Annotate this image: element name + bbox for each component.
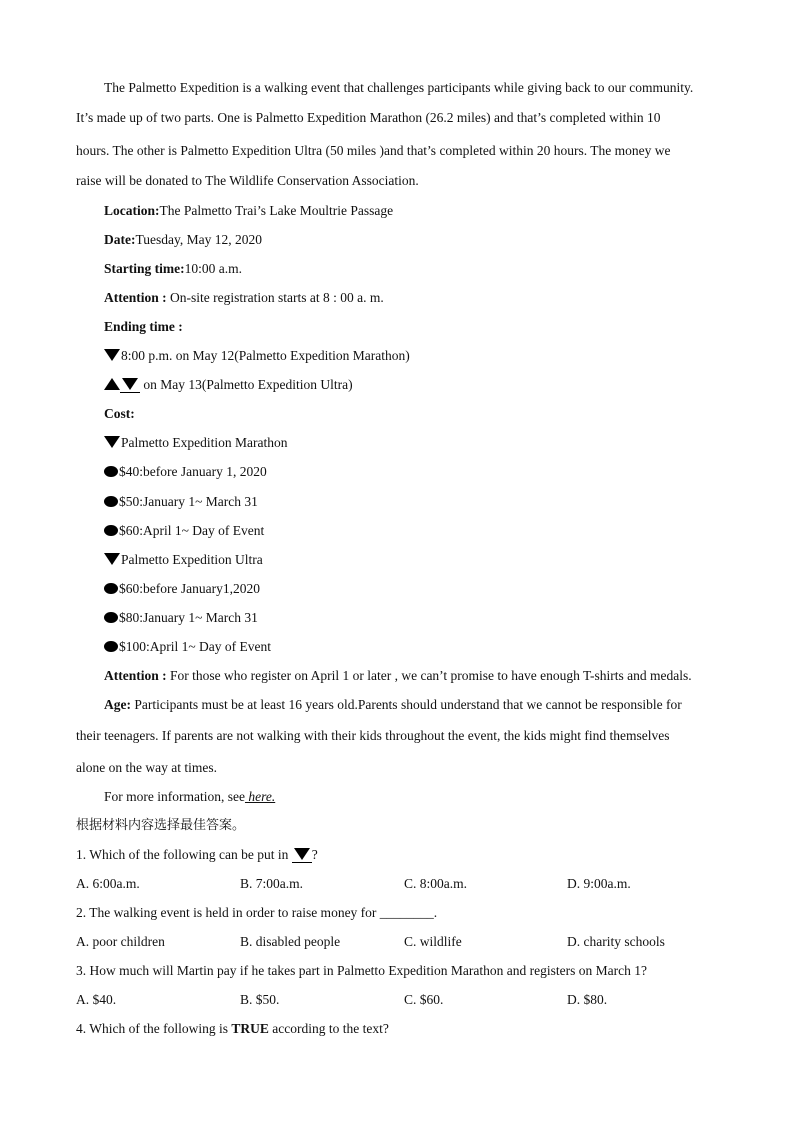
- attention-value-1: On-site registration starts at 8 : 00 a. m.: [170, 290, 384, 305]
- option-a[interactable]: A. poor children: [76, 934, 165, 949]
- age-label: Age:: [104, 697, 135, 712]
- blank-triangle-icon: [292, 848, 312, 863]
- age-line-3: alone on the way at times.: [76, 760, 217, 775]
- option-a[interactable]: A. $40.: [76, 992, 117, 1007]
- price-item: $80:January 1~ March 31: [104, 609, 258, 627]
- bullet-dot-icon: [104, 525, 118, 536]
- option-b[interactable]: B. 7:00a.m.: [240, 876, 303, 891]
- attention-value-2: For those who register on April 1 or later , we can’t promise to have enough T-shirts and medals.: [170, 668, 692, 683]
- here-link[interactable]: here.: [244, 789, 276, 804]
- start-value: 10:00 a.m.: [184, 261, 242, 276]
- option-d[interactable]: D. $80.: [567, 992, 608, 1007]
- date-line: [104, 231, 262, 249]
- location-line: [104, 202, 393, 220]
- question-4: 4. Which of the following is TRUE according to the text?: [76, 1021, 389, 1036]
- question-3: 3. How much will Martin pay if he takes part in Palmetto Expedition Marathon and registers on March 1?: [76, 963, 647, 978]
- price-item: $40:before January 1, 2020: [104, 463, 267, 481]
- triangle-up-icon: [104, 378, 120, 390]
- option-c[interactable]: C. wildlife: [404, 934, 462, 949]
- ending-label: Ending time :: [104, 319, 183, 334]
- price-item: $100:April 1~ Day of Event: [104, 638, 271, 656]
- cost-label: Cost:: [104, 406, 135, 421]
- attention-line-2: [104, 667, 692, 685]
- option-c[interactable]: C. 8:00a.m.: [404, 876, 467, 891]
- start-line: [104, 260, 242, 278]
- ending-ultra-line: [104, 376, 353, 394]
- intro-line-2: It’s made up of two parts. One is Palmetto Expedition Marathon (26.2 miles) and that’s completed within 10: [76, 110, 661, 125]
- bullet-dot-icon: [104, 466, 118, 477]
- date-label: Date:: [104, 232, 136, 247]
- attention-line-1: [104, 289, 384, 307]
- attention-label-1: Attention :: [104, 290, 170, 305]
- bullet-dot-icon: [104, 641, 118, 652]
- ending-ultra-text: on May 13(Palmetto Expedition Ultra): [140, 377, 353, 392]
- ending-marathon-text: 8:00 p.m. on May 12(Palmetto Expedition Marathon): [121, 348, 410, 363]
- intro-line-4: raise will be donated to The Wildlife Conservation Association.: [76, 173, 419, 188]
- bullet-dot-icon: [104, 496, 118, 507]
- instruction: 根据材料内容选择最佳答案。: [76, 818, 246, 833]
- age-line-2: their teenagers. If parents are not walking with their kids throughout the event, the kids might find themselves: [76, 728, 670, 743]
- cost-ultra-heading: Palmetto Expedition Ultra: [104, 551, 263, 569]
- location-value: The Palmetto Trai’s Lake Moultrie Passage: [159, 203, 394, 218]
- start-label: Starting time:: [104, 261, 185, 276]
- age-line-1: Age: Participants must be at least 16 years old.Parents should understand that we cannot be responsible for: [104, 697, 682, 712]
- option-a[interactable]: A. 6:00a.m.: [76, 876, 140, 891]
- triangle-down-icon: [104, 349, 120, 361]
- price-item: $60:before January1,2020: [104, 580, 260, 598]
- price-item: $60:April 1~ Day of Event: [104, 522, 264, 540]
- option-b[interactable]: B. $50.: [240, 992, 280, 1007]
- triangle-down-icon: [104, 553, 120, 565]
- option-c[interactable]: C. $60.: [404, 992, 444, 1007]
- bullet-dot-icon: [104, 583, 118, 594]
- question-1: 1. Which of the following can be put in ?: [76, 847, 318, 862]
- ending-marathon-line: [104, 347, 410, 365]
- triangle-down-icon: [104, 436, 120, 448]
- price-item: $50:January 1~ March 31: [104, 493, 258, 511]
- date-value: Tuesday, May 12, 2020: [135, 232, 262, 247]
- attention-label-2: Attention :: [104, 668, 170, 683]
- option-d[interactable]: D. charity schools: [567, 934, 665, 949]
- intro-line-1: The Palmetto Expedition is a walking event that challenges participants while giving back to our community.: [104, 80, 694, 95]
- blank-triangle-icon: [120, 378, 140, 393]
- option-d[interactable]: D. 9:00a.m.: [567, 876, 631, 891]
- question-2: 2. The walking event is held in order to raise money for ________.: [76, 905, 438, 920]
- intro-line-3: hours. The other is Palmetto Expedition Ultra (50 miles )and that’s completed within 20 hours. The money we: [76, 143, 671, 158]
- more-info-line: For more information, see here.: [104, 789, 276, 804]
- location-label: Location:: [104, 203, 160, 218]
- option-b[interactable]: B. disabled people: [240, 934, 341, 949]
- bullet-dot-icon: [104, 612, 118, 623]
- cost-marathon-heading: Palmetto Expedition Marathon: [104, 434, 287, 452]
